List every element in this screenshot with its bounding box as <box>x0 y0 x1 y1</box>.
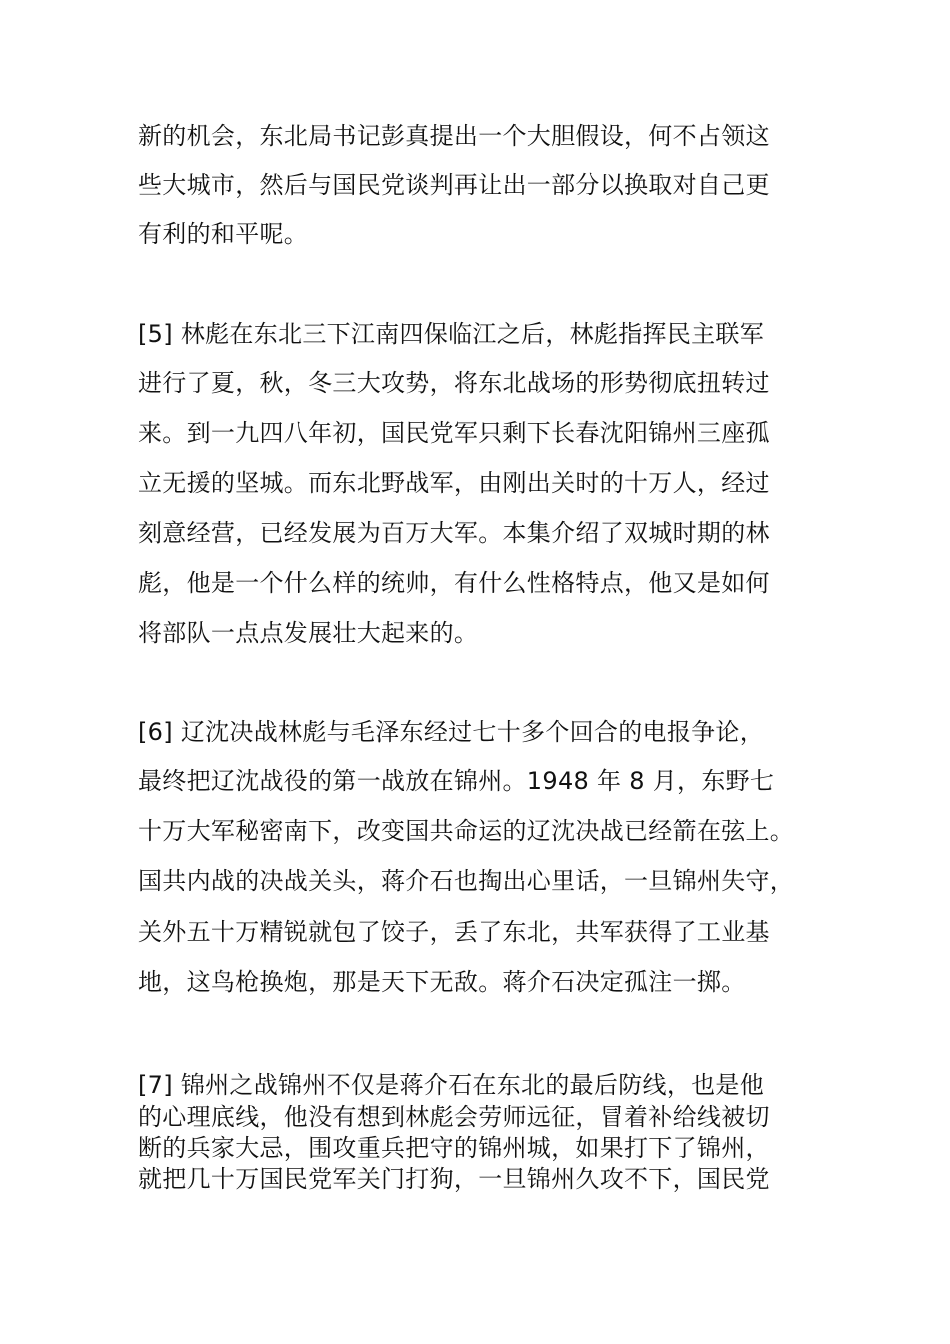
p5-line-5: 刻意经营，已经发展为百万大军。本集介绍了双城时期的林 <box>138 519 770 547</box>
p7-line-2: 的心理底线，他没有想到林彪会劳师远征，冒着补给线被切 <box>138 1103 770 1131</box>
p7-line-1: [7] 锦州之战锦州不仅是蒋介石在东北的最后防线，也是他 <box>138 1071 765 1099</box>
p4-line-3: 有利的和平呢。 <box>138 220 309 248</box>
p4-line-1: 新的机会，东北局书记彭真提出一个大胆假设，何不占领这 <box>138 122 770 150</box>
p6-line-3: 十万大军秘密南下，改变国共命运的辽沈决战已经箭在弦上。 <box>138 817 795 845</box>
p6-line-5: 关外五十万精锐就包了饺子，丢了东北，共军获得了工业基 <box>138 918 770 946</box>
p5-line-2: 进行了夏，秋，冬三大攻势，将东北战场的形势彻底扭转过 <box>138 369 770 397</box>
p5-line-1: [5] 林彪在东北三下江南四保临江之后，林彪指挥民主联军 <box>138 320 765 348</box>
p5-line-3: 来。到一九四八年初，国民党军只剩下长春沈阳锦州三座孤 <box>138 419 770 447</box>
p5-line-7: 将部队一点点发展壮大起来的。 <box>138 619 479 647</box>
p6-line-6: 地，这鸟枪换炮，那是天下无敌。蒋介石决定孤注一掷。 <box>138 968 746 996</box>
p7-line-4: 就把几十万国民党军关门打狗，一旦锦州久攻不下，国民党 <box>138 1165 770 1193</box>
p7-line-3: 断的兵家大忌，围攻重兵把守的锦州城，如果打下了锦州， <box>138 1134 770 1162</box>
p6-line-2: 最终把辽沈战役的第一战放在锦州。1948 年 8 月，东野七 <box>138 767 775 795</box>
p5-line-4: 立无援的坚城。而东北野战军，由刚出关时的十万人，经过 <box>138 469 770 497</box>
p4-line-2: 些大城市，然后与国民党谈判再让出一部分以换取对自己更 <box>138 171 770 199</box>
p5-line-6: 彪，他是一个什么样的统帅，有什么性格特点，他又是如何 <box>138 569 770 597</box>
p6-line-4: 国共内战的决战关头，蒋介石也掏出心里话，一旦锦州失守， <box>138 867 795 895</box>
p6-line-1: [6] 辽沈决战林彪与毛泽东经过七十多个回合的电报争论， <box>138 718 765 746</box>
